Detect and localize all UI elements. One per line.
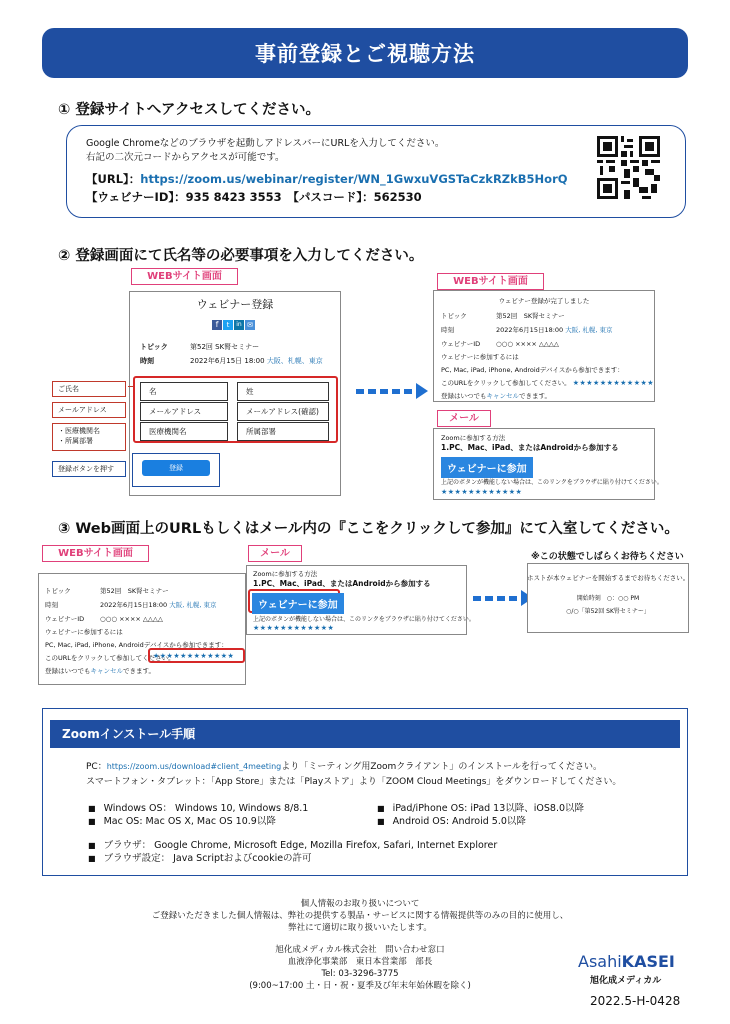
- label-email: メールアドレス: [52, 402, 126, 418]
- s3-cancel-link[interactable]: キャンセル: [90, 667, 123, 675]
- complete-topic: 第52回 SK腎セミナー: [496, 312, 565, 320]
- complete-join: ウェビナーに参加するには: [441, 353, 519, 361]
- s3-mail-note: 上記のボタンが機能しない場合は、このリンクをブラウザに貼り付けてください。: [253, 616, 475, 623]
- email-field[interactable]: メールアドレス: [140, 402, 228, 421]
- complete-devices: PC, Mac, iPad, iPhone, Androidデバイスから参加できます：: [441, 366, 624, 374]
- arrow-icon-2: [473, 590, 533, 606]
- register-button[interactable]: 登録: [142, 460, 210, 476]
- privacy-title: 個人情報のお取り扱いについて: [300, 899, 420, 909]
- contact-company: 旭化成メディカル株式会社 問い合わせ窓口: [275, 945, 445, 955]
- s3-time: 2022年6月15日18:00 大阪, 札幌, 東京: [100, 601, 217, 609]
- cancel-link[interactable]: キャンセル: [486, 392, 519, 400]
- complete-time: 2022年6月15日18:00 大阪, 札幌, 東京: [496, 326, 613, 334]
- web-screen-tag: WEBサイト画面: [131, 268, 238, 285]
- document-code: 2022.5-H-0428: [590, 994, 681, 1008]
- logo-subtitle: 旭化成メディカル: [590, 976, 662, 986]
- s3-devices: PC, Mac, iPad, iPhone, Androidデバイスから参加できます：: [45, 641, 228, 649]
- mail-url-link[interactable]: ★★★★★★★★★★★★: [441, 488, 523, 496]
- email-confirm-field[interactable]: メールアドレス(確認): [237, 402, 329, 421]
- join-url-link[interactable]: ★★★★★★★★★★★★: [572, 379, 655, 387]
- contact-hours: (9:00~17:00 土・日・祝・夏季及び年末年始休暇を除く): [249, 981, 471, 991]
- os-ios: ■ iPad/iPhone OS: iPad 13以降、iOS8.0以降: [377, 800, 584, 814]
- s3-cancel: 登録はいつでもキャンセルできます。: [45, 667, 155, 675]
- label-register: 登録ボタンを押す: [52, 461, 126, 477]
- s3-id: ○○○ ×××× △△△△: [100, 615, 163, 623]
- label-institution: ・医療機関名 ・所属部署: [52, 423, 126, 451]
- smartphone-install-line: スマートフォン・タブレット：「App Store」または「Playストア」より「ZOOM Cloud Meetings」をダウンロードしてください。: [86, 777, 622, 787]
- complete-title: ウェビナー登録が完了しました: [498, 297, 590, 305]
- mail-intro: Zoomに参加する方法: [441, 434, 506, 442]
- complete-id-label: ウェビナーID: [441, 340, 481, 348]
- step2-heading: ② 登録画面にて氏名等の必要事項を入力してください。: [58, 248, 424, 264]
- os-android: ■ Android OS: Android 5.0以降: [377, 813, 526, 827]
- s3-click: このURLをクリックして参加してください。: [45, 654, 175, 662]
- privacy-line1: ご登録いただきました個人情報は、弊社の提供する製品・サービスに関する情報提供等のみの目的に使用し、: [151, 911, 569, 921]
- time-label: 時刻: [140, 357, 154, 365]
- s3-join: ウェビナーに参加するには: [45, 628, 123, 636]
- department-field[interactable]: 所属部署: [237, 422, 329, 441]
- s3-time-label: 時刻: [45, 601, 58, 609]
- arrow-icon: [356, 383, 428, 399]
- wait-message: ホストが本ウェビナーを開始するまでお待ちください。: [527, 574, 690, 582]
- mail-tag: メール: [437, 410, 491, 427]
- complete-id: ○○○ ×××× △△△△: [496, 340, 559, 348]
- facebook-icon[interactable]: f: [212, 320, 222, 330]
- url-label: 【URL】：: [86, 172, 141, 186]
- qr-code: [597, 136, 660, 199]
- step1-heading: ① 登録サイトへアクセスしてください。: [58, 102, 320, 118]
- browser-line: ■ ブラウザ： Google Chrome, Microsoft Edge, Mozilla Firefox, Safari, Internet Explorer: [88, 837, 497, 851]
- join-webinar-button[interactable]: ウェビナーに参加: [441, 457, 533, 478]
- browser-setting-line: ■ ブラウザ設定： Java Scriptおよびcookieの許可: [88, 850, 312, 864]
- os-windows: ■ Windows OS： Windows 10, Windows 8/8.1: [88, 800, 308, 814]
- register-url-link[interactable]: https://zoom.us/webinar/register/WN_1GwxuVGSTaCzkRZkB5HorQ: [140, 172, 568, 186]
- zoom-install-heading: Zoomインストール手順: [50, 720, 680, 748]
- topic-label: トピック: [140, 343, 168, 351]
- step3-heading: ③ Web画面上のURLもしくはメール内の『ここをクリックして参加』にて入室してください。: [58, 521, 679, 537]
- complete-click: このURLをクリックして参加してください。 ★★★★★★★★★★★★: [441, 379, 655, 387]
- s3-topic: 第52回 SK腎セミナー: [100, 587, 169, 595]
- step1-line1: Google Chromeなどのブラウザを起動しアドレスバーにURLを入力してください。: [86, 138, 445, 149]
- s3-mail-url-link[interactable]: ★★★★★★★★★★★★: [253, 624, 335, 632]
- complete-cancel: 登録はいつでもキャンセルできます。: [441, 392, 551, 400]
- s3-join-webinar-button[interactable]: ウェビナーに参加: [252, 593, 344, 614]
- os-mac: ■ Mac OS: Mac OS X, Mac OS 10.9以降: [88, 813, 276, 827]
- s3-topic-label: トピック: [45, 587, 71, 595]
- s3-mail-devices: 1.PC、Mac、iPad、またはAndroidから参加する: [253, 579, 431, 588]
- time-value: 2022年6月15日 18:00 大阪、札幌、東京: [190, 357, 323, 365]
- step1-url-row: [86, 168, 568, 187]
- complete-time-label: 時刻: [441, 326, 454, 334]
- connector-line: [128, 386, 133, 387]
- contact-dept: 血液浄化事業部 東日本営業部 部長: [287, 957, 433, 967]
- s3-url-link[interactable]: ★★★★★★★★★★★★: [153, 652, 235, 660]
- first-name-field[interactable]: 名: [140, 382, 228, 401]
- email-icon[interactable]: ✉: [245, 320, 255, 330]
- wait-title: ※この状態でしばらくお待ちください: [531, 552, 684, 562]
- label-name: ご氏名: [52, 381, 126, 397]
- institution-field[interactable]: 医療機関名: [140, 422, 228, 441]
- step1-line2: 右記の二次元コードからアクセスが可能です。: [86, 152, 285, 163]
- privacy-line2: 弊社にて適切に取り扱いいたします。: [288, 923, 432, 933]
- contact-tel: Tel: 03-3296-3775: [321, 969, 399, 979]
- zoom-download-link[interactable]: https://zoom.us/download#client_4meeting: [106, 762, 282, 771]
- share-icons: [212, 320, 255, 330]
- mail-tag-3: メール: [248, 545, 302, 562]
- wait-time: 開始時刻 ○：○○ PM: [576, 595, 640, 602]
- webinar-id-line: 【ウェビナーID】：935 8423 3553 【パスコード】：562530: [86, 190, 422, 204]
- registration-title: ウェビナー登録: [196, 298, 274, 311]
- s3-id-label: ウェビナーID: [45, 615, 85, 623]
- web-screen-tag-3: WEBサイト画面: [42, 545, 149, 562]
- page-title: 事前登録とご視聴方法: [42, 28, 688, 78]
- web-screen-tag-2: WEBサイト画面: [437, 273, 544, 290]
- twitter-icon[interactable]: t: [223, 320, 233, 330]
- mail-devices: 1.PC、Mac、iPad、またはAndroidから参加する: [441, 443, 619, 452]
- s3-mail-intro: Zoomに参加する方法: [253, 570, 318, 578]
- last-name-field[interactable]: 姓: [237, 382, 329, 401]
- topic-value: 第52回 SK腎セミナー: [190, 343, 260, 351]
- complete-topic-label: トピック: [441, 312, 467, 320]
- linkedin-icon[interactable]: in: [234, 320, 244, 330]
- wait-event: ○/○「第52回 SK腎セミナー」: [566, 608, 650, 615]
- asahi-kasei-logo: AsahiKASEI: [578, 952, 675, 971]
- pc-install-line: PC：https://zoom.us/download#client_4meetingより「ミーティング用Zoomクライアント」のインストールを行ってください。: [86, 762, 602, 772]
- mail-note: 上記のボタンが機能しない場合は、このリンクをブラウザに貼り付けてください。: [441, 479, 663, 486]
